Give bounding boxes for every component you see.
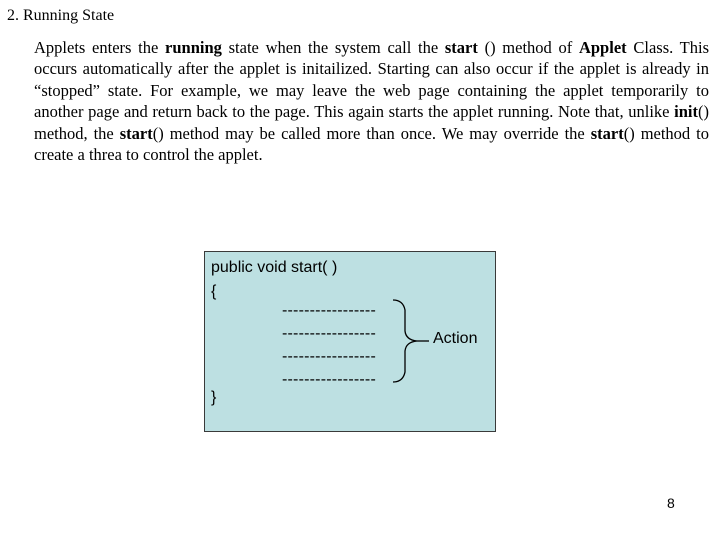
code-box (204, 251, 496, 432)
method-signature: public void start( ) (211, 259, 338, 276)
paragraph-text: () method of (477, 38, 579, 57)
code-placeholder-line: ----------------- (282, 302, 376, 319)
bold-term: Applet (578, 38, 627, 57)
code-placeholder-line: ----------------- (282, 371, 376, 388)
body-paragraph (34, 37, 709, 165)
paragraph-text: () method to create a threa to control the applet. (34, 123, 709, 165)
bold-term: start (119, 123, 153, 143)
paragraph-text: Applets enters the (34, 38, 166, 57)
section-heading: 2. Running State (7, 7, 115, 24)
paragraph-text: state when the system call the (221, 38, 445, 57)
code-placeholder-line: ----------------- (282, 348, 376, 365)
curly-brace-icon (391, 298, 431, 384)
paragraph-text: () method may be called more than once. We may override the (152, 123, 591, 143)
paragraph-text: Class. This occurs automatically after the applet is initailized. Starting can also occur if the applet is already in “stopped” state. For example, we may leave the web page containing the applet temporarily to another page and return back to the page. This again starts the applet running. Note that, unlike (34, 38, 709, 122)
paragraph-text: () method, the (34, 102, 709, 143)
bold-term: start (590, 123, 624, 143)
bold-term: init (674, 102, 698, 122)
bold-term: running (165, 38, 222, 57)
close-brace: } (211, 389, 217, 406)
action-label: Action (433, 330, 478, 347)
code-placeholder-line: ----------------- (282, 325, 376, 342)
open-brace: { (211, 283, 217, 300)
page-number: 8 (667, 495, 675, 511)
bold-term: start (444, 38, 478, 57)
